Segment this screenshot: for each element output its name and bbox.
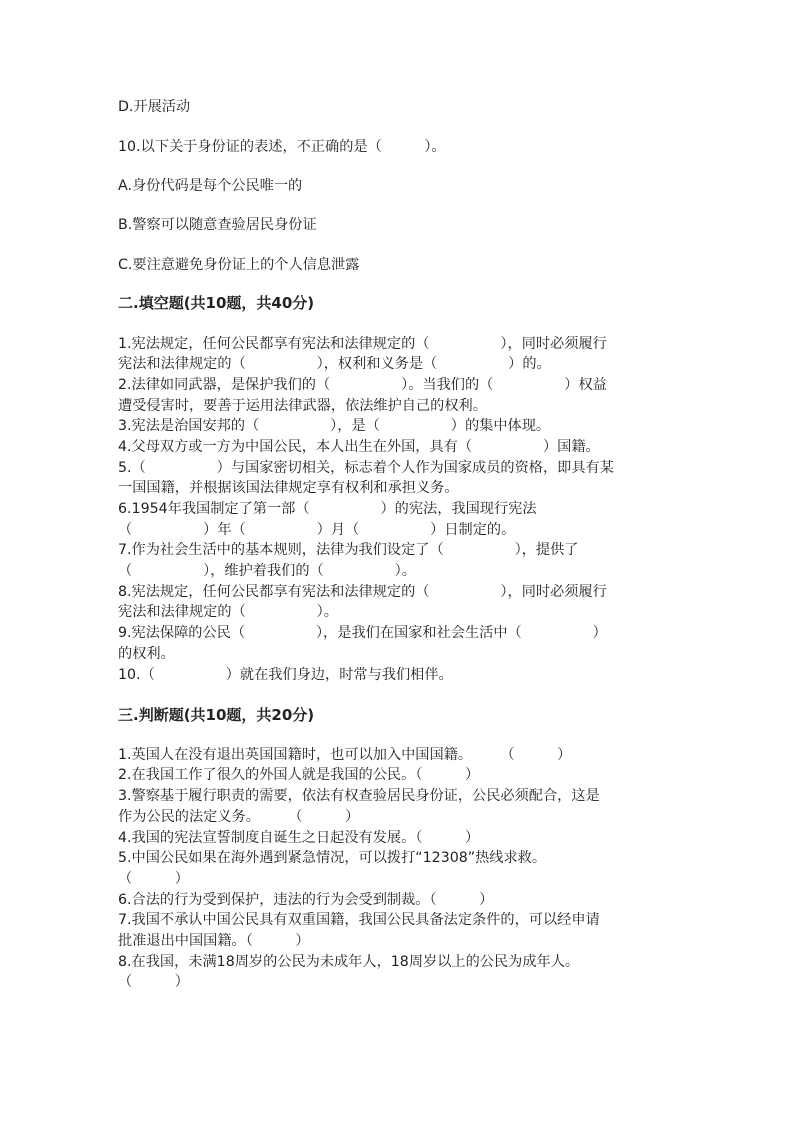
judge-question-line: 6.合法的行为受到保护，违法的行为会受到制裁。（ ） bbox=[118, 892, 494, 908]
fill-question-line: 宪法和法律规定的（ ）。 bbox=[118, 604, 338, 620]
fill-question-line: 1.宪法规定，任何公民都享有宪法和法律规定的（ ），同时必须履行 bbox=[118, 336, 607, 352]
fill-question-line: 一国国籍，并根据该国法律规定享有权利和承担义务。 bbox=[118, 480, 459, 496]
fill-question-line: 8.宪法规定，任何公民都享有宪法和法律规定的（ ），同时必须履行 bbox=[118, 584, 607, 600]
fill-question-line: 7.作为社会生活中的基本规则，法律为我们设定了（ ），提供了 bbox=[118, 542, 579, 558]
fill-question-line: 4.父母双方或一方为中国公民，本人出生在外国，具有（ ）国籍。 bbox=[118, 439, 600, 455]
fill-question-line: 3.宪法是治国安邦的（ ），是（ ）的集中体现。 bbox=[118, 418, 551, 434]
fill-question-line: 的权利。 bbox=[118, 646, 175, 662]
fill-question-line: 遭受侵害时，要善于运用法律武器，依法维护自己的权利。 bbox=[118, 398, 487, 414]
judge-question-line: 4.我国的宪法宣誓制度自诞生之日起没有发展。（ ） bbox=[118, 830, 480, 846]
fill-question-line: （ ）年（ ）月（ ）日制定的。 bbox=[118, 522, 516, 538]
section-heading-fill-in: 二.填空题(共10题，共40分) bbox=[118, 294, 315, 312]
section-heading-true-false: 三.判断题(共10题，共20分) bbox=[118, 706, 315, 724]
judge-question-line: 批准退出中国国籍。（ ） bbox=[118, 933, 310, 949]
fill-question-line: 宪法和法律规定的（ ），权利和义务是（ ）的。 bbox=[118, 356, 551, 372]
judge-question-line: 3.警察基于履行职责的需要，依法有权查验居民身份证，公民必须配合，这是 bbox=[118, 788, 600, 804]
option-d: D.开展活动 bbox=[118, 99, 191, 115]
judge-question-line: 作为公民的法定义务。 （ ） bbox=[118, 809, 360, 825]
question-10: 10.以下关于身份证的表述，不正确的是（ ）。 bbox=[118, 139, 446, 155]
judge-question-line: （ ） bbox=[118, 974, 189, 990]
judge-question-line: 2.在我国工作了很久的外国人就是我国的公民。（ ） bbox=[118, 767, 480, 783]
judge-question-line: （ ） bbox=[118, 871, 189, 887]
fill-question-line: 5.（ ）与国家密切相关，标志着个人作为国家成员的资格，即具有某 bbox=[118, 460, 614, 476]
fill-question-line: 9.宪法保障的公民（ ），是我们在国家和社会生活中（ ） bbox=[118, 625, 607, 641]
fill-question-line: 10.（ ）就在我们身边，时常与我们相伴。 bbox=[118, 667, 453, 683]
judge-question-line: 5.中国公民如果在海外遇到紧急情况，可以拨打“12308”热线求救。 bbox=[118, 850, 547, 866]
fill-question-line: （ ），维护着我们的（ ）。 bbox=[118, 563, 416, 579]
fill-question-line: 6.1954年我国制定了第一部（ ）的宪法，我国现行宪法 bbox=[118, 501, 537, 517]
option-b: B.警察可以随意查验居民身份证 bbox=[118, 217, 317, 233]
judge-question-line: 7.我国不承认中国公民具有双重国籍，我国公民具备法定条件的，可以经申请 bbox=[118, 912, 600, 928]
fill-question-line: 2.法律如同武器，是保护我们的（ ）。当我们的（ ）权益 bbox=[118, 377, 607, 393]
option-c: C.要注意避免身份证上的个人信息泄露 bbox=[118, 257, 360, 273]
judge-question-line: 1.英国人在没有退出英国国籍时，也可以加入中国国籍。 （ ） bbox=[118, 747, 572, 763]
judge-question-line: 8.在我国，未满18周岁的公民为未成年人，18周岁以上的公民为成年人。 bbox=[118, 954, 580, 970]
option-a: A.身份代码是每个公民唯一的 bbox=[118, 178, 303, 194]
